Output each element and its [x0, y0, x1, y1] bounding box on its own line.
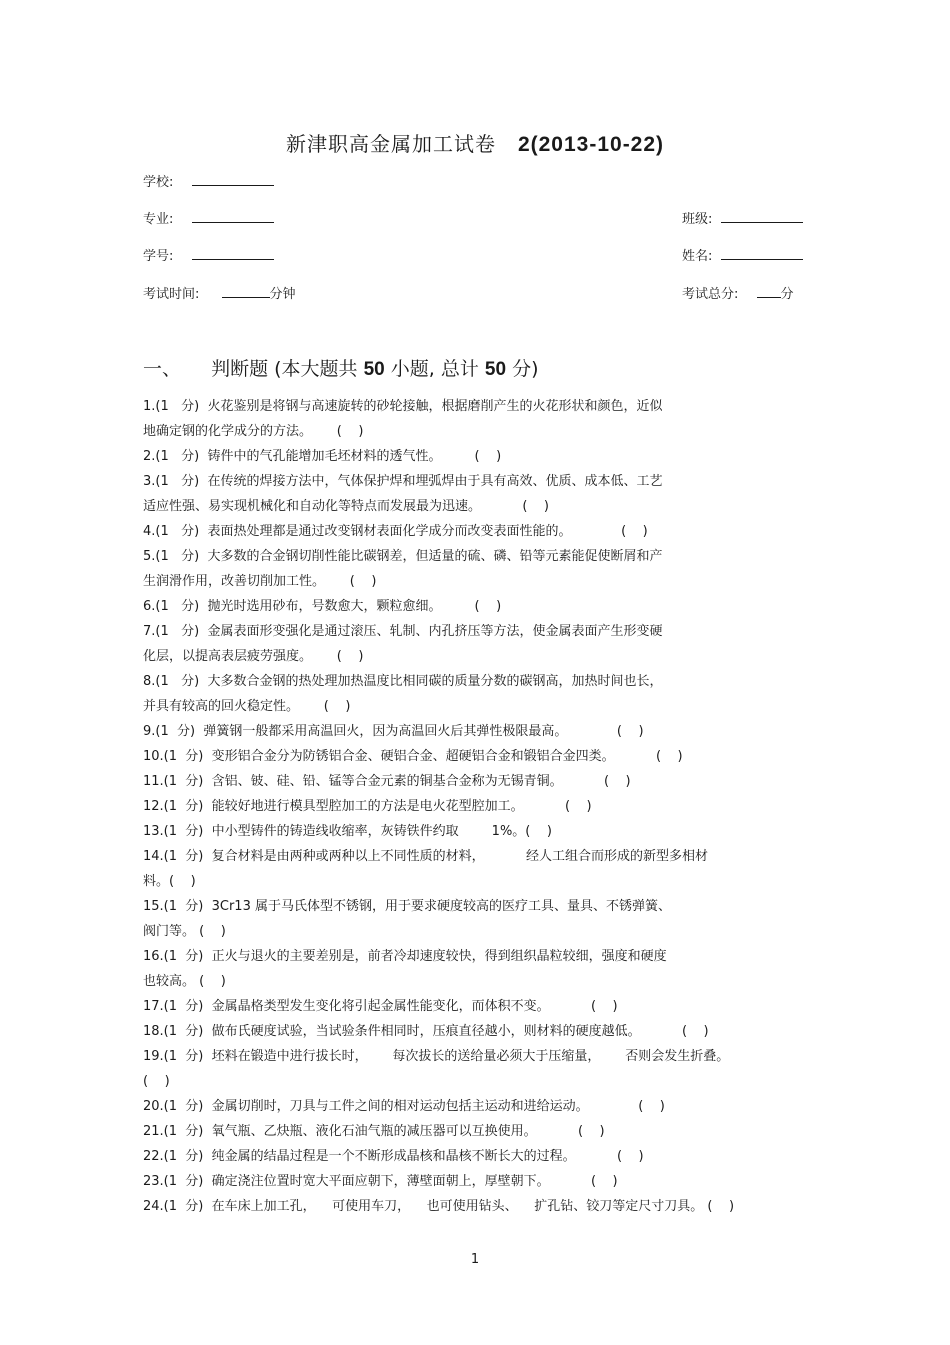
question-line: 21.(1 分) 氧气瓶、乙炔瓶、液化石油气瓶的减压器可以互换使用。 ( ) — [143, 1124, 605, 1139]
page-number: 1 — [470, 1252, 480, 1267]
question-list — [143, 394, 823, 1219]
question-line: 22.(1 分) 纯金属的结晶过程是一个不断形成晶核和晶核不断长大的过程。 ( ) — [143, 1149, 644, 1164]
question-line: 6.(1 分) 抛光时选用砂布，号数愈大，颗粒愈细。 ( ) — [143, 599, 502, 614]
question-line: 11.(1 分) 含铝、铍、硅、铅、锰等合金元素的铜基合金称为无锡青铜。 ( ) — [143, 774, 631, 789]
question-line: 13.(1 分) 中小型铸件的铸造线收缩率，灰铸铁件约取 1%。( ) — [143, 824, 552, 839]
section-count: 50 — [363, 359, 385, 380]
question-line: 10.(1 分) 变形铝合金分为防锈铝合金、硬铝合金、超硬铝合金和锻铝合金四类。 ( ) — [143, 749, 683, 764]
total-score-blank[interactable] — [757, 285, 781, 298]
question-line: 16.(1 分) 正火与退火的主要差别是，前者冷却速度较快，得到组织晶粒较细，强度和硬度 — [143, 949, 667, 964]
question-line: 17.(1 分) 金属晶格类型发生变化将引起金属性能变化，而体积不变。 ( ) — [143, 999, 618, 1014]
question-line: 地确定钢的化学成分的方法。 ( ) — [143, 424, 364, 439]
question-line: 14.(1 分) 复合材料是由两种或两种以上不同性质的材料， 经人工组合而形成的新型多相材 — [143, 849, 708, 864]
question-line: 1.(1 分) 火花鉴别是将钢与高速旋转的砂轮接触，根据磨削产生的火花形状和颜色，近似 — [143, 399, 663, 414]
question-line: 9.(1 分) 弹簧钢一般都采用高温回火，因为高温回火后其弹性极限最高。 ( ) — [143, 724, 644, 739]
section-total: 50 — [484, 359, 507, 380]
exam-time-label: 考试时间: — [143, 287, 200, 302]
section-mid: 小题, 总计 — [390, 358, 479, 380]
major-blank[interactable] — [192, 210, 274, 223]
student-id-label: 学号: — [143, 249, 174, 264]
major-label: 专业: — [143, 212, 174, 227]
total-score-field — [682, 283, 794, 302]
exam-title — [0, 128, 950, 157]
question-line: 也较高。 ( ) — [143, 974, 226, 989]
name-blank[interactable] — [721, 247, 803, 260]
total-score-label: 考试总分: — [682, 287, 739, 302]
school-blank[interactable] — [192, 173, 274, 186]
question-line: 5.(1 分) 大多数的合金钢切削性能比碳钢差，但适量的硫、磷、铅等元素能促使断屑和产 — [143, 549, 663, 564]
question-line: 2.(1 分) 铸件中的气孔能增加毛坯材料的透气性。 ( ) — [143, 449, 502, 464]
exam-title-suffix: 2(2013-10-22) — [517, 133, 665, 156]
question-line: 8.(1 分) 大多数合金钢的热处理加热温度比相同碳的质量分数的碳钢高，加热时间也长， — [143, 674, 663, 689]
question-line: 阀门等。 ( ) — [143, 924, 226, 939]
question-line: 12.(1 分) 能较好地进行模具型腔加工的方法是电火花型腔加工。 ( ) — [143, 799, 592, 814]
major-field — [143, 208, 274, 227]
exam-title-text: 新津职高金属加工试卷 — [285, 132, 496, 156]
question-line: 15.(1 分) 3Cr13 属于马氏体型不锈钢，用于要求硬度较高的医疗工具、量具、不锈弹簧、 — [143, 899, 671, 914]
question-line: 适应性强、易实现机械化和自动化等特点而发展最为迅速。 ( ) — [143, 499, 549, 514]
question-line: 并具有较高的回火稳定性。 ( ) — [143, 699, 351, 714]
question-line: 料。( ) — [143, 874, 196, 889]
total-score-unit: 分 — [780, 287, 794, 302]
school-label: 学校: — [143, 175, 174, 190]
exam-time-field — [143, 283, 296, 302]
section-end: 分) — [512, 358, 539, 380]
exam-time-blank[interactable] — [222, 285, 270, 298]
question-line: 20.(1 分) 金属切削时，刀具与工件之间的相对运动包括主运动和进给运动。 ( ) — [143, 1099, 665, 1114]
section-heading — [143, 354, 539, 381]
question-line: 23.(1 分) 确定浇注位置时宽大平面应朝下，薄壁面朝上，厚壁朝下。 ( ) — [143, 1174, 618, 1189]
section-title: 判断题 (本大题共 — [211, 358, 358, 380]
student-id-field — [143, 245, 274, 264]
question-line: 19.(1 分) 坯料在锻造中进行拔长时， 每次拔长的送给量必须大于压缩量， 否则会发生折叠。 — [143, 1049, 730, 1064]
student-id-blank[interactable] — [192, 247, 274, 260]
question-line: 24.(1 分) 在车床上加工孔， 可使用车刀， 也可使用钻头、 扩孔钻、铰刀等定尺寸刀具。 ( ) — [143, 1199, 735, 1214]
question-line: 3.(1 分) 在传统的焊接方法中，气体保护焊和埋弧焊由于具有高效、优质、成本低、工艺 — [143, 474, 663, 489]
school-field — [143, 171, 274, 190]
class-field — [682, 208, 803, 227]
class-blank[interactable] — [721, 210, 803, 223]
name-label: 姓名: — [682, 249, 713, 264]
question-line: 7.(1 分) 金属表面形变强化是通过滚压、轧制、内孔挤压等方法，使金属表面产生形变硬 — [143, 624, 663, 639]
question-line: 化层，以提高表层疲劳强度。 ( ) — [143, 649, 364, 664]
exam-time-unit: 分钟 — [269, 287, 296, 302]
section-number: 一、 — [143, 358, 182, 380]
question-line: 生润滑作用，改善切削加工性。 ( ) — [143, 574, 377, 589]
class-label: 班级: — [682, 212, 713, 227]
question-line: 4.(1 分) 表面热处理都是通过改变钢材表面化学成分而改变表面性能的。 ( ) — [143, 524, 648, 539]
name-field — [682, 245, 803, 264]
question-line: 18.(1 分) 做布氏硬度试验，当试验条件相同时，压痕直径越小，则材料的硬度越低。 ( ) — [143, 1024, 709, 1039]
question-line: ( ) — [143, 1074, 170, 1089]
